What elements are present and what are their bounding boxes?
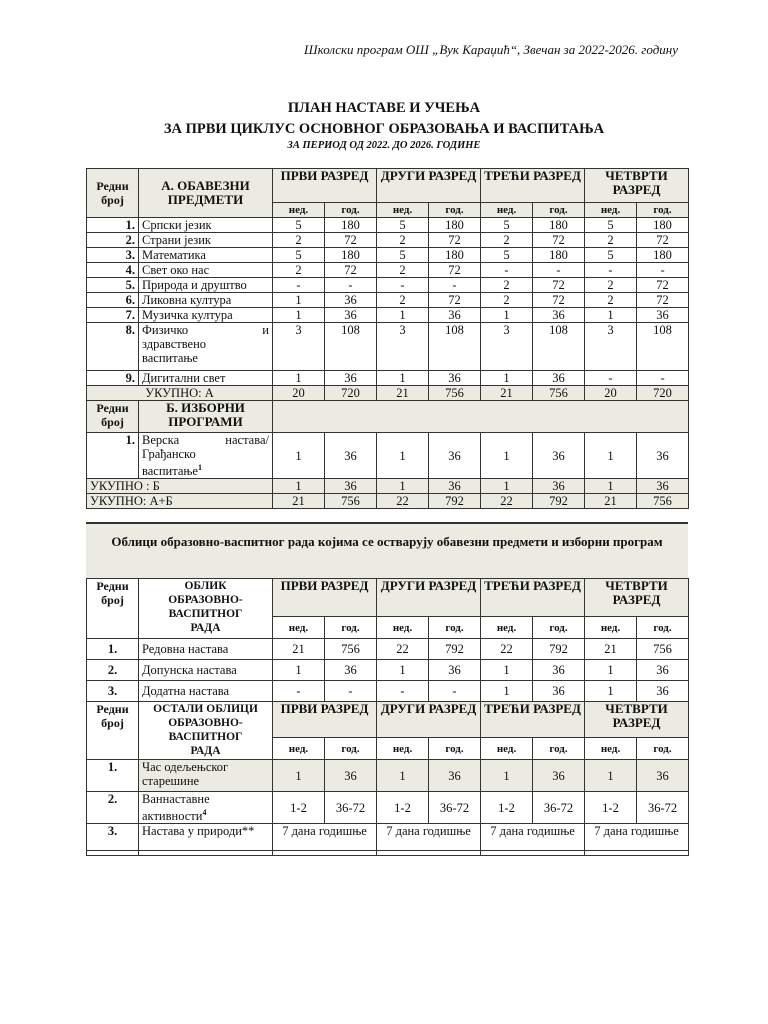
table-cell: 180 (637, 218, 689, 233)
table-cell: 1 (377, 760, 429, 792)
section-a-title: А. ОБАВЕЗНИ ПРЕДМЕТИ (139, 169, 273, 218)
table-cell: 1 (273, 371, 325, 386)
total-b-cell: 1 (273, 479, 325, 494)
col-grade1: ПРВИ РАЗРЕД (273, 169, 377, 203)
table-cell: 7 дана годишње (273, 824, 377, 856)
total-b-row (87, 479, 689, 494)
plan-period: ЗА ПЕРИОД ОД 2022. ДО 2026. ГОДИНЕ (287, 140, 481, 151)
table-cell: 72 (533, 233, 585, 248)
grand-total-cell: 21 (273, 494, 325, 509)
total-a-cell: 20 (273, 386, 325, 401)
table-cell: 22 (481, 639, 533, 660)
col-god: год. (325, 203, 377, 218)
row-number: 7. (87, 308, 139, 323)
col-rb: Редни број (87, 169, 139, 218)
table-cell: 1 (377, 308, 429, 323)
form-name: Редовна настава (139, 639, 273, 660)
table-cell: 5 (273, 218, 325, 233)
table-cell: 180 (325, 218, 377, 233)
table-cell: 5 (377, 218, 429, 233)
col-god: год. (325, 738, 377, 760)
table-cell: 72 (429, 263, 481, 278)
total-b-label: УКУПНО : Б (87, 479, 273, 494)
table-cell: - (585, 263, 637, 278)
table-cell: - (325, 681, 377, 702)
footnote-mark: 1 (197, 463, 202, 472)
col-god: год. (533, 203, 585, 218)
table-cell: 36 (637, 308, 689, 323)
col-god: год. (429, 203, 481, 218)
table-cell: 5 (481, 218, 533, 233)
col-grade1: ПРВИ РАЗРЕД (273, 702, 377, 738)
table-row (87, 681, 689, 702)
table-cell: 5 (481, 248, 533, 263)
table-cell: 2 (585, 278, 637, 293)
other-name: Настава у природи** (139, 824, 273, 856)
table-cell: 1 (585, 308, 637, 323)
col-god: год. (429, 617, 481, 639)
total-a-cell: 756 (533, 386, 585, 401)
table-row (87, 293, 689, 308)
table-cell: 1-2 (377, 792, 429, 824)
col-grade3: ТРЕЋИ РАЗРЕД (481, 579, 585, 617)
table-cell: - (429, 681, 481, 702)
subject-name: Српски језик (139, 218, 273, 233)
row-number: 1. (87, 639, 139, 660)
plan-subtitle: ЗА ПРВИ ЦИКЛУС ОСНОВНОГ ОБРАЗОВАЊА И ВАСПИТАЊА (163, 121, 605, 137)
table-cell: 36 (325, 660, 377, 681)
table-cell: 72 (533, 278, 585, 293)
table-cell: 792 (533, 639, 585, 660)
table-cell: 180 (533, 218, 585, 233)
table-cell: 36 (429, 660, 481, 681)
table-cell: 36 (325, 433, 377, 479)
table-cell: - (273, 681, 325, 702)
grand-total-cell: 22 (377, 494, 429, 509)
table-cell: 108 (325, 323, 377, 371)
table-cell: 1 (481, 681, 533, 702)
table-bottom-border (86, 850, 688, 873)
col-ned: нед. (377, 738, 429, 760)
table-cell: 5 (585, 218, 637, 233)
table-cell: 3 (585, 323, 637, 371)
subject-name: Дигитални свет (139, 371, 273, 386)
col-grade1: ПРВИ РАЗРЕД (273, 579, 377, 617)
total-b-cell: 1 (585, 479, 637, 494)
table-cell: 2 (377, 263, 429, 278)
table-cell: 72 (637, 293, 689, 308)
other-name-text: Ваннаставне активности (142, 792, 210, 824)
table-cell: 36-72 (533, 792, 585, 824)
col-grade3: ТРЕЋИ РАЗРЕД (481, 702, 585, 738)
total-b-cell: 36 (533, 479, 585, 494)
table-cell: 1 (481, 371, 533, 386)
total-a-label: УКУПНО: А (87, 386, 273, 401)
table-cell: - (481, 263, 533, 278)
subject-name: Свет око нас (139, 263, 273, 278)
row-number: 1. (87, 760, 139, 792)
row-number: 3. (87, 681, 139, 702)
table-cell: 72 (533, 293, 585, 308)
row-number: 3. (87, 824, 139, 856)
col-ned: нед. (377, 203, 429, 218)
table-cell: 108 (637, 323, 689, 371)
table-cell: 1 (585, 433, 637, 479)
table-cell: 1 (273, 308, 325, 323)
table-cell: 180 (429, 248, 481, 263)
col-god: год. (637, 617, 689, 639)
table-cell: 7 дана годишње (585, 824, 689, 856)
table-cell: 36 (533, 681, 585, 702)
total-a-cell: 21 (481, 386, 533, 401)
other-name: Час одељењског старешине (139, 760, 273, 792)
grand-total-cell: 756 (637, 494, 689, 509)
row-number: 2. (87, 792, 139, 824)
col-grade2: ДРУГИ РАЗРЕД (377, 169, 481, 203)
col-ned: нед. (377, 617, 429, 639)
table-cell: 180 (429, 218, 481, 233)
table-cell: 36 (533, 760, 585, 792)
table-cell: 1 (273, 760, 325, 792)
total-b-cell: 36 (325, 479, 377, 494)
table-cell: 1 (585, 681, 637, 702)
table-cell: 1 (481, 308, 533, 323)
table-cell: 792 (429, 639, 481, 660)
row-number: 1. (87, 433, 139, 479)
subject-name: Страни језик (139, 233, 273, 248)
other-title: ОСТАЛИ ОБЛИЦИ ОБРАЗОВНО-ВАСПИТНОГ РАДА (139, 702, 273, 760)
table-cell: 180 (325, 248, 377, 263)
curriculum-table (86, 168, 689, 509)
subject-name-part: здравствено (142, 337, 207, 351)
empty-header-cell (273, 401, 689, 433)
table-cell: 2 (273, 233, 325, 248)
header-note: Школски програм ОШ „Вук Караџић“, Звечан за 2022-2026. годину (304, 42, 678, 57)
col-ned: нед. (585, 617, 637, 639)
row-number: 8. (87, 323, 139, 371)
table-row (87, 639, 689, 660)
section-b-title: Б. ИЗБОРНИ ПРОГРАМИ (139, 401, 273, 433)
col-grade4: ЧЕТВРТИ РАЗРЕД (585, 702, 689, 738)
grand-total-cell: 756 (325, 494, 377, 509)
table-cell: 2 (377, 233, 429, 248)
col-rb: Редни број (87, 401, 139, 433)
table-cell: 1 (273, 660, 325, 681)
table-cell: 36 (325, 293, 377, 308)
table-cell: 21 (585, 639, 637, 660)
col-ned: нед. (585, 738, 637, 760)
table-cell: 36 (637, 660, 689, 681)
table-cell: - (585, 371, 637, 386)
table-cell: 2 (481, 293, 533, 308)
table-cell: 36 (429, 371, 481, 386)
col-god: год. (637, 738, 689, 760)
table-cell: 1 (377, 371, 429, 386)
total-a-cell: 20 (585, 386, 637, 401)
table-cell: 36 (637, 681, 689, 702)
table-cell: 2 (585, 233, 637, 248)
elective-name-part: васпитање (142, 464, 198, 479)
table-cell: 1 (273, 433, 325, 479)
col-ned: нед. (481, 617, 533, 639)
grand-total-label: УКУПНО: А+Б (87, 494, 273, 509)
subject-name (139, 323, 273, 371)
row-number: 3. (87, 248, 139, 263)
table-cell: 22 (377, 639, 429, 660)
grand-total-cell: 792 (533, 494, 585, 509)
table-cell: - (429, 278, 481, 293)
grand-total-cell: 22 (481, 494, 533, 509)
table-cell: 36 (533, 433, 585, 479)
table-row (87, 263, 689, 278)
table-row (87, 760, 689, 792)
col-god: год. (429, 738, 481, 760)
table-cell: 1 (273, 293, 325, 308)
table-cell: 36 (325, 308, 377, 323)
table-row (87, 278, 689, 293)
col-grade2: ДРУГИ РАЗРЕД (377, 702, 481, 738)
col-god: год. (637, 203, 689, 218)
table-cell: 36 (533, 371, 585, 386)
table-cell: 1 (481, 660, 533, 681)
form-name: Додатна настава (139, 681, 273, 702)
table-cell: 7 дана годишње (481, 824, 585, 856)
table-row (87, 660, 689, 681)
col-god: год. (325, 617, 377, 639)
table-cell: - (637, 371, 689, 386)
table-row (87, 792, 689, 824)
table-cell: 36 (429, 308, 481, 323)
table-row (87, 323, 689, 371)
table-cell: 2 (585, 293, 637, 308)
other-name (139, 792, 273, 824)
table-cell: 72 (429, 293, 481, 308)
total-a-cell: 756 (429, 386, 481, 401)
table-cell: 1 (377, 433, 429, 479)
table-cell: 180 (533, 248, 585, 263)
col-ned: нед. (273, 738, 325, 760)
total-b-cell: 36 (637, 479, 689, 494)
table-cell: 7 дана годишње (377, 824, 481, 856)
col-grade2: ДРУГИ РАЗРЕД (377, 579, 481, 617)
table-cell: 2 (481, 233, 533, 248)
table-row (87, 308, 689, 323)
table-cell: 1 (585, 760, 637, 792)
work-forms-table (86, 578, 689, 856)
table-cell: 36 (637, 760, 689, 792)
row-number: 5. (87, 278, 139, 293)
total-a-cell: 21 (377, 386, 429, 401)
elective-name (139, 433, 273, 479)
table-cell: 36 (325, 760, 377, 792)
table-cell: 108 (429, 323, 481, 371)
table-cell: 3 (481, 323, 533, 371)
col-grade4: ЧЕТВРТИ РАЗРЕД (585, 579, 689, 617)
table-cell: 36-72 (325, 792, 377, 824)
grand-total-cell: 792 (429, 494, 481, 509)
table-cell: 1 (481, 433, 533, 479)
table-cell: 36 (637, 433, 689, 479)
table-cell: 180 (637, 248, 689, 263)
plan-title: ПЛАН НАСТАВЕ И УЧЕЊА (287, 100, 481, 116)
table-cell: 5 (585, 248, 637, 263)
total-a-row (87, 386, 689, 401)
subject-name-part: и (262, 323, 269, 337)
table-cell: 21 (273, 639, 325, 660)
subject-name: Музичка култура (139, 308, 273, 323)
col-ned: нед. (481, 738, 533, 760)
grand-total-cell: 21 (585, 494, 637, 509)
grand-total-row (87, 494, 689, 509)
forms-section-title: Облици образовно-васпитног рада којима се остварују обавезни предмети и изборни програм (86, 522, 688, 578)
subject-name: Природа и друштво (139, 278, 273, 293)
table-cell: 3 (273, 323, 325, 371)
table-cell: 1-2 (585, 792, 637, 824)
table-cell: 1-2 (481, 792, 533, 824)
table-cell: - (637, 263, 689, 278)
table-cell: - (325, 278, 377, 293)
total-a-cell: 720 (637, 386, 689, 401)
table-cell: 36 (429, 433, 481, 479)
row-number: 4. (87, 263, 139, 278)
col-ned: нед. (481, 203, 533, 218)
total-a-cell: 720 (325, 386, 377, 401)
elective-name-part: настава/ (225, 433, 269, 447)
col-grade4: ЧЕТВРТИ РАЗРЕД (585, 169, 689, 203)
total-b-cell: 36 (429, 479, 481, 494)
table-row (87, 433, 689, 479)
table-cell: 2 (273, 263, 325, 278)
subject-name: Математика (139, 248, 273, 263)
total-b-cell: 1 (377, 479, 429, 494)
table-cell: 36 (533, 308, 585, 323)
subject-name-part: васпитање (142, 351, 198, 365)
col-grade3: ТРЕЋИ РАЗРЕД (481, 169, 585, 203)
table-cell: 72 (637, 278, 689, 293)
col-ned: нед. (585, 203, 637, 218)
col-ned: нед. (273, 203, 325, 218)
elective-name-part: Верска (142, 433, 180, 447)
table-cell: 2 (481, 278, 533, 293)
table-cell: 72 (325, 263, 377, 278)
forms-title: ОБЛИК ОБРАЗОВНО-ВАСПИТНОГ РАДА (139, 579, 273, 639)
table-cell: 72 (637, 233, 689, 248)
table-cell: 36 (533, 660, 585, 681)
col-god: год. (533, 617, 585, 639)
col-rb: Редни број (87, 579, 139, 639)
table-cell: 1 (481, 760, 533, 792)
table-cell: 3 (377, 323, 429, 371)
col-god: год. (533, 738, 585, 760)
table-cell: 5 (377, 248, 429, 263)
table-cell: 756 (637, 639, 689, 660)
total-b-cell: 1 (481, 479, 533, 494)
form-name: Допунска настава (139, 660, 273, 681)
col-ned: нед. (273, 617, 325, 639)
table-cell: - (533, 263, 585, 278)
elective-name-part: Грађанско (142, 447, 196, 461)
row-number: 6. (87, 293, 139, 308)
table-row (87, 218, 689, 233)
table-cell: 1 (585, 660, 637, 681)
table-cell: 36-72 (429, 792, 481, 824)
subject-name-part: Физичко (142, 323, 189, 337)
row-number: 2. (87, 660, 139, 681)
table-cell: 108 (533, 323, 585, 371)
table-row (87, 233, 689, 248)
table-cell: - (377, 278, 429, 293)
col-rb: Редни број (87, 702, 139, 760)
table-row (87, 371, 689, 386)
table-cell: 756 (325, 639, 377, 660)
row-number: 1. (87, 218, 139, 233)
table-row (87, 248, 689, 263)
table-cell: 36 (325, 371, 377, 386)
table-cell: 36 (429, 760, 481, 792)
table-cell: 5 (273, 248, 325, 263)
subject-name: Ликовна култура (139, 293, 273, 308)
table-cell: 1 (377, 660, 429, 681)
table-cell: 72 (429, 233, 481, 248)
table-cell: 36-72 (637, 792, 689, 824)
table-cell: 2 (377, 293, 429, 308)
row-number: 9. (87, 371, 139, 386)
row-number: 2. (87, 233, 139, 248)
table-cell: - (377, 681, 429, 702)
table-cell: 1-2 (273, 792, 325, 824)
footnote-mark: 4 (202, 808, 207, 817)
table-cell: - (273, 278, 325, 293)
table-cell: 72 (325, 233, 377, 248)
